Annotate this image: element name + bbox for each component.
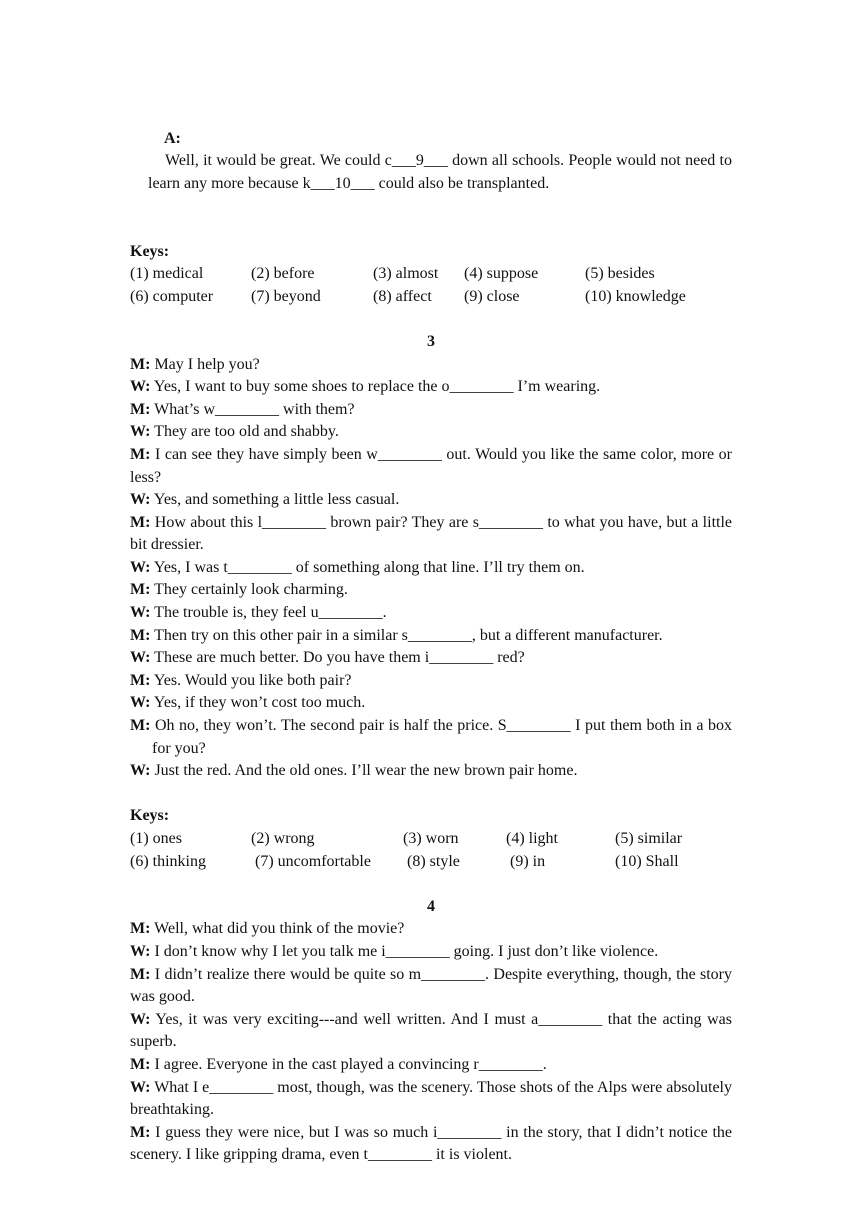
key-item: (9) in [510,852,546,870]
dialogue-text: Yes, I was t________ of something along that line. I’ll try them on. [153,558,585,576]
speaker-label: W: [130,423,151,441]
keys-title: Keys: [130,807,170,825]
speaker-label: M: [130,626,151,644]
dialogue-text: I didn’t realize there would be quite so m________. Despite everything, though, the story was good. [130,965,737,1006]
dialogue-line [130,692,732,715]
key-item: (8) affect [373,287,432,305]
dialogue-text: They certainly look charming. [154,581,348,599]
dialogue-line [130,715,736,760]
dialogue-line [130,760,732,783]
speaker-label: W: [130,942,151,960]
key-item: (6) computer [130,287,214,305]
dialogue-text: What’s w________ with them? [154,400,355,418]
dialogue-line [130,941,732,964]
dialogue-text: Then try on this other pair in a similar s________, but a different manufacturer. [154,626,663,644]
speaker-label: M: [130,717,151,735]
dialogue-text: They are too old and shabby. [154,423,339,441]
dialogue-line [130,512,737,557]
dialogue-text: Yes. Would you like both pair? [153,671,352,689]
dialogue-line [130,376,732,399]
document-page [130,105,737,1167]
key-item: (10) Shall [615,852,679,870]
speaker-label: W: [130,1078,151,1096]
dialogue-line [130,1009,736,1054]
dialogue-text: Yes, and something a little less casual. [153,491,400,509]
key-item: (4) suppose [464,265,539,283]
key-item: (5) besides [585,265,655,283]
dialogue-text: The trouble is, they feel u________. [154,604,387,622]
speaker-label: W: [130,558,151,576]
dialogue-line [130,557,732,580]
key-item: (5) similar [615,830,683,847]
section-number: 3 [427,332,435,350]
speaker-label: M: [130,1055,151,1073]
speaker-label: M: [130,355,151,373]
dialogue-line [130,670,732,693]
dialogue-line [130,489,732,512]
dialogue-text: How about this l________ brown pair? They are s________ to what you have, but a little bit dressier. [130,513,737,554]
dialogue-line [130,625,732,648]
dialogue-line [130,918,732,941]
key-item: (1) ones [130,830,182,847]
dialogue-text: I agree. Everyone in the cast played a convincing r________. [154,1055,547,1073]
speaker-label: W: [130,649,151,667]
dialogue-line [130,399,732,422]
key-item: (9) close [464,287,520,305]
section-number: 4 [427,897,435,915]
dialogue-text: These are much better. Do you have them i________ red? [154,649,525,667]
dialogue-line [130,647,732,670]
speaker-label: W: [130,1010,151,1028]
dialogue-text: Yes, it was very exciting---and well written. And I must a________ that the acting was superb. [130,1010,736,1051]
dialogue-line [130,579,732,602]
speaker-label: M: [130,400,151,418]
key-item: (4) light [506,830,558,847]
key-item: (8) style [407,852,460,870]
dialogue-line [130,1122,737,1167]
speaker-label: M: [130,671,151,689]
key-item: (2) before [251,265,315,283]
dialogue-text: I don’t know why I let you talk me i________ going. I just don’t like violence. [154,942,659,960]
dialogue-text: Well, what did you think of the movie? [154,920,405,938]
key-item: (6) thinking [130,852,206,870]
speaker-label: W: [130,604,151,622]
speaker-label: W: [130,378,151,396]
key-item: (3) almost [373,265,439,283]
speaker-label: W: [130,491,151,509]
key-item: (2) wrong [251,830,315,847]
speaker-label: W: [130,762,151,780]
keys-row [130,828,732,851]
key-item: (7) uncomfortable [255,852,371,870]
dialogue-line [130,602,732,625]
speaker-label: A: [164,129,181,147]
speaker-label: M: [130,581,151,599]
keys-title: Keys: [130,242,170,260]
dialogue-text: Oh no, they won’t. The second pair is half the price. S________ I put them both in a box for you? [152,717,736,757]
dialogue-line [130,421,732,444]
dialogue-text: Well, it would be great. We could c___9___ down all schools. People would not need to learn any more because k___10___ could also be transplanted. [148,152,736,192]
speaker-label: M: [130,965,151,983]
dialogue-line [130,1077,737,1122]
dialogue-text: Just the red. And the old ones. I’ll wear the new brown pair home. [154,762,578,780]
speaker-label: M: [130,1123,151,1141]
dialogue-line [130,1054,732,1077]
dialogue-text: May I help you? [154,355,260,373]
key-item: (1) medical [130,265,204,283]
key-item: (10) knowledge [585,287,686,305]
dialogue-text: Yes, if they won’t cost too much. [153,694,366,712]
speaker-label: M: [130,920,151,938]
dialogue-text: Yes, I want to buy some shoes to replace the o________ I’m wearing. [153,378,601,396]
dialogue-line [130,444,736,489]
dialogue-text: I can see they have simply been w________ out. Would you like the same color, more or less? [130,445,736,486]
dialogue-line-a [130,105,736,218]
dialogue-text: I guess they were nice, but I was so much i________ in the story, that I didn’t notice the scenery. I like gripping drama, even t________ it is violent. [130,1123,737,1164]
key-item: (7) beyond [251,287,321,305]
dialogue-line [130,964,737,1009]
key-item: (3) worn [403,830,459,847]
dialogue-line [130,354,732,377]
keys-row [130,263,732,286]
speaker-label: M: [130,513,151,531]
keys-row [130,286,732,309]
keys-row [130,851,732,874]
speaker-label: M: [130,445,151,463]
speaker-label: W: [130,694,151,712]
dialogue-text: What I e________ most, though, was the scenery. Those shots of the Alps were absolutely breathtaking. [130,1078,737,1119]
